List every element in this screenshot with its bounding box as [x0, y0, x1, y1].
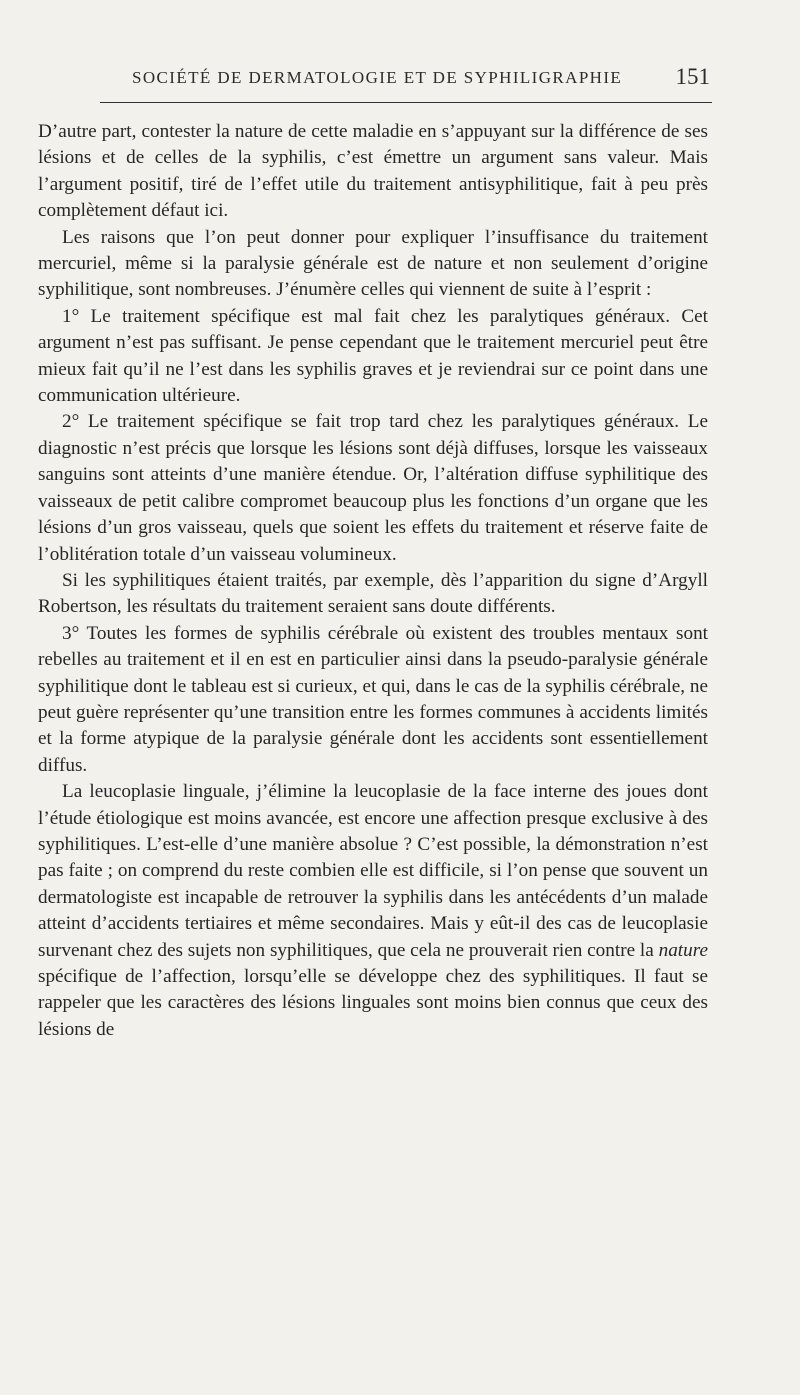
paragraph: 3° Toutes les formes de syphilis cérébrale où existent des troubles mentaux sont rebelles au traitement et il en est en particulier ainsi dans la pseudo-paralysie générale syphilitique dont le tableau est si curieux, et qui, dans le cas de la syphilis cérébrale, ne peut guère représenter qu’une transition entre les formes communes à accidents limités et la forme atypique de la paralysie générale dont les accidents sont essentiellement diffus.: [38, 622, 708, 776]
paragraph-text: spécifique de l’affection, lorsqu’elle se développe chez des syphilitiques. Il faut se rappeler que les caractères des lésions linguales sont moins bien connus que ceux des lésions de: [38, 966, 708, 1040]
paragraph: 1° Le traitement spécifique est mal fait chez les paralytiques généraux. Cet argument n’est pas suffisant. Je pense cependant que le traitement mercuriel peut être mieux fait qu’il ne l’est dans les syphilis graves et je reviendrai sur ce point dans une communication ultérieure.: [38, 305, 708, 407]
paragraph: 2° Le traitement spécifique se fait trop tard chez les paralytiques généraux. Le diagnostic n’est précis que lorsque les lésions sont déjà diffuses, lorsque les vaisseaux sanguins sont atteints d’une manière étendue. Or, l’altération diffuse syphilitique des vaisseaux de petit calibre compromet beaucoup plus les fonctions d’un organe que les lésions d’un gros vaisseau, quels que soient les effets du traitement et réserve faite de l’oblitération totale d’un vaisseau volumineux.: [38, 411, 708, 565]
paragraph: Les raisons que l’on peut donner pour expliquer l’insuffisance du traitement mercuriel, même si la paralysie générale est de nature et non seulement d’origine syphilitique, sont nombreuses. J’énumère celles qui viennent de suite à l’esprit :: [38, 226, 708, 301]
header-rule: [100, 102, 712, 103]
paragraph-text: La leucoplasie linguale, j’élimine la leucoplasie de la face interne des joues dont l’étude étiologique est moins avancée, est encore une affection presque exclusive à des syphilitiques. L’est-elle d’une manière absolue ? C’est possible, la démonstration n’est pas faite ; on comprend du reste combien elle est difficile, si l’on pense que souvent un dermatologiste est incapable de retrouver la syphilis dans les antécédents d’un malade atteint d’accidents tertiaires et même secondaires. Mais y eût-il des cas de leucoplasie survenant chez des sujets non syphilitiques, que cela ne prouverait rien contre la: [38, 781, 708, 961]
page-number: 151: [675, 64, 710, 89]
paragraph: Si les syphilitiques étaient traités, par exemple, dès l’apparition du signe d’Argyll Robertson, les résultats du traitement seraient sans doute différents.: [38, 569, 708, 618]
paragraph: [38, 779, 708, 1043]
running-title: SOCIÉTÉ DE DERMATOLOGIE ET DE SYPHILIGRAPHIE: [132, 68, 623, 87]
paragraph: D’autre part, contester la nature de cette maladie en s’appuyant sur la différence de ses lésions et de celles de la syphilis, c’est émettre un argument sans valeur. Mais l’argument positif, tiré de l’effet utile du traitement antisyphilitique, fait à peu près complètement défaut ici.: [38, 121, 708, 222]
italic-word: nature: [658, 939, 708, 961]
running-header: [100, 64, 710, 94]
body-text: [38, 119, 708, 1043]
